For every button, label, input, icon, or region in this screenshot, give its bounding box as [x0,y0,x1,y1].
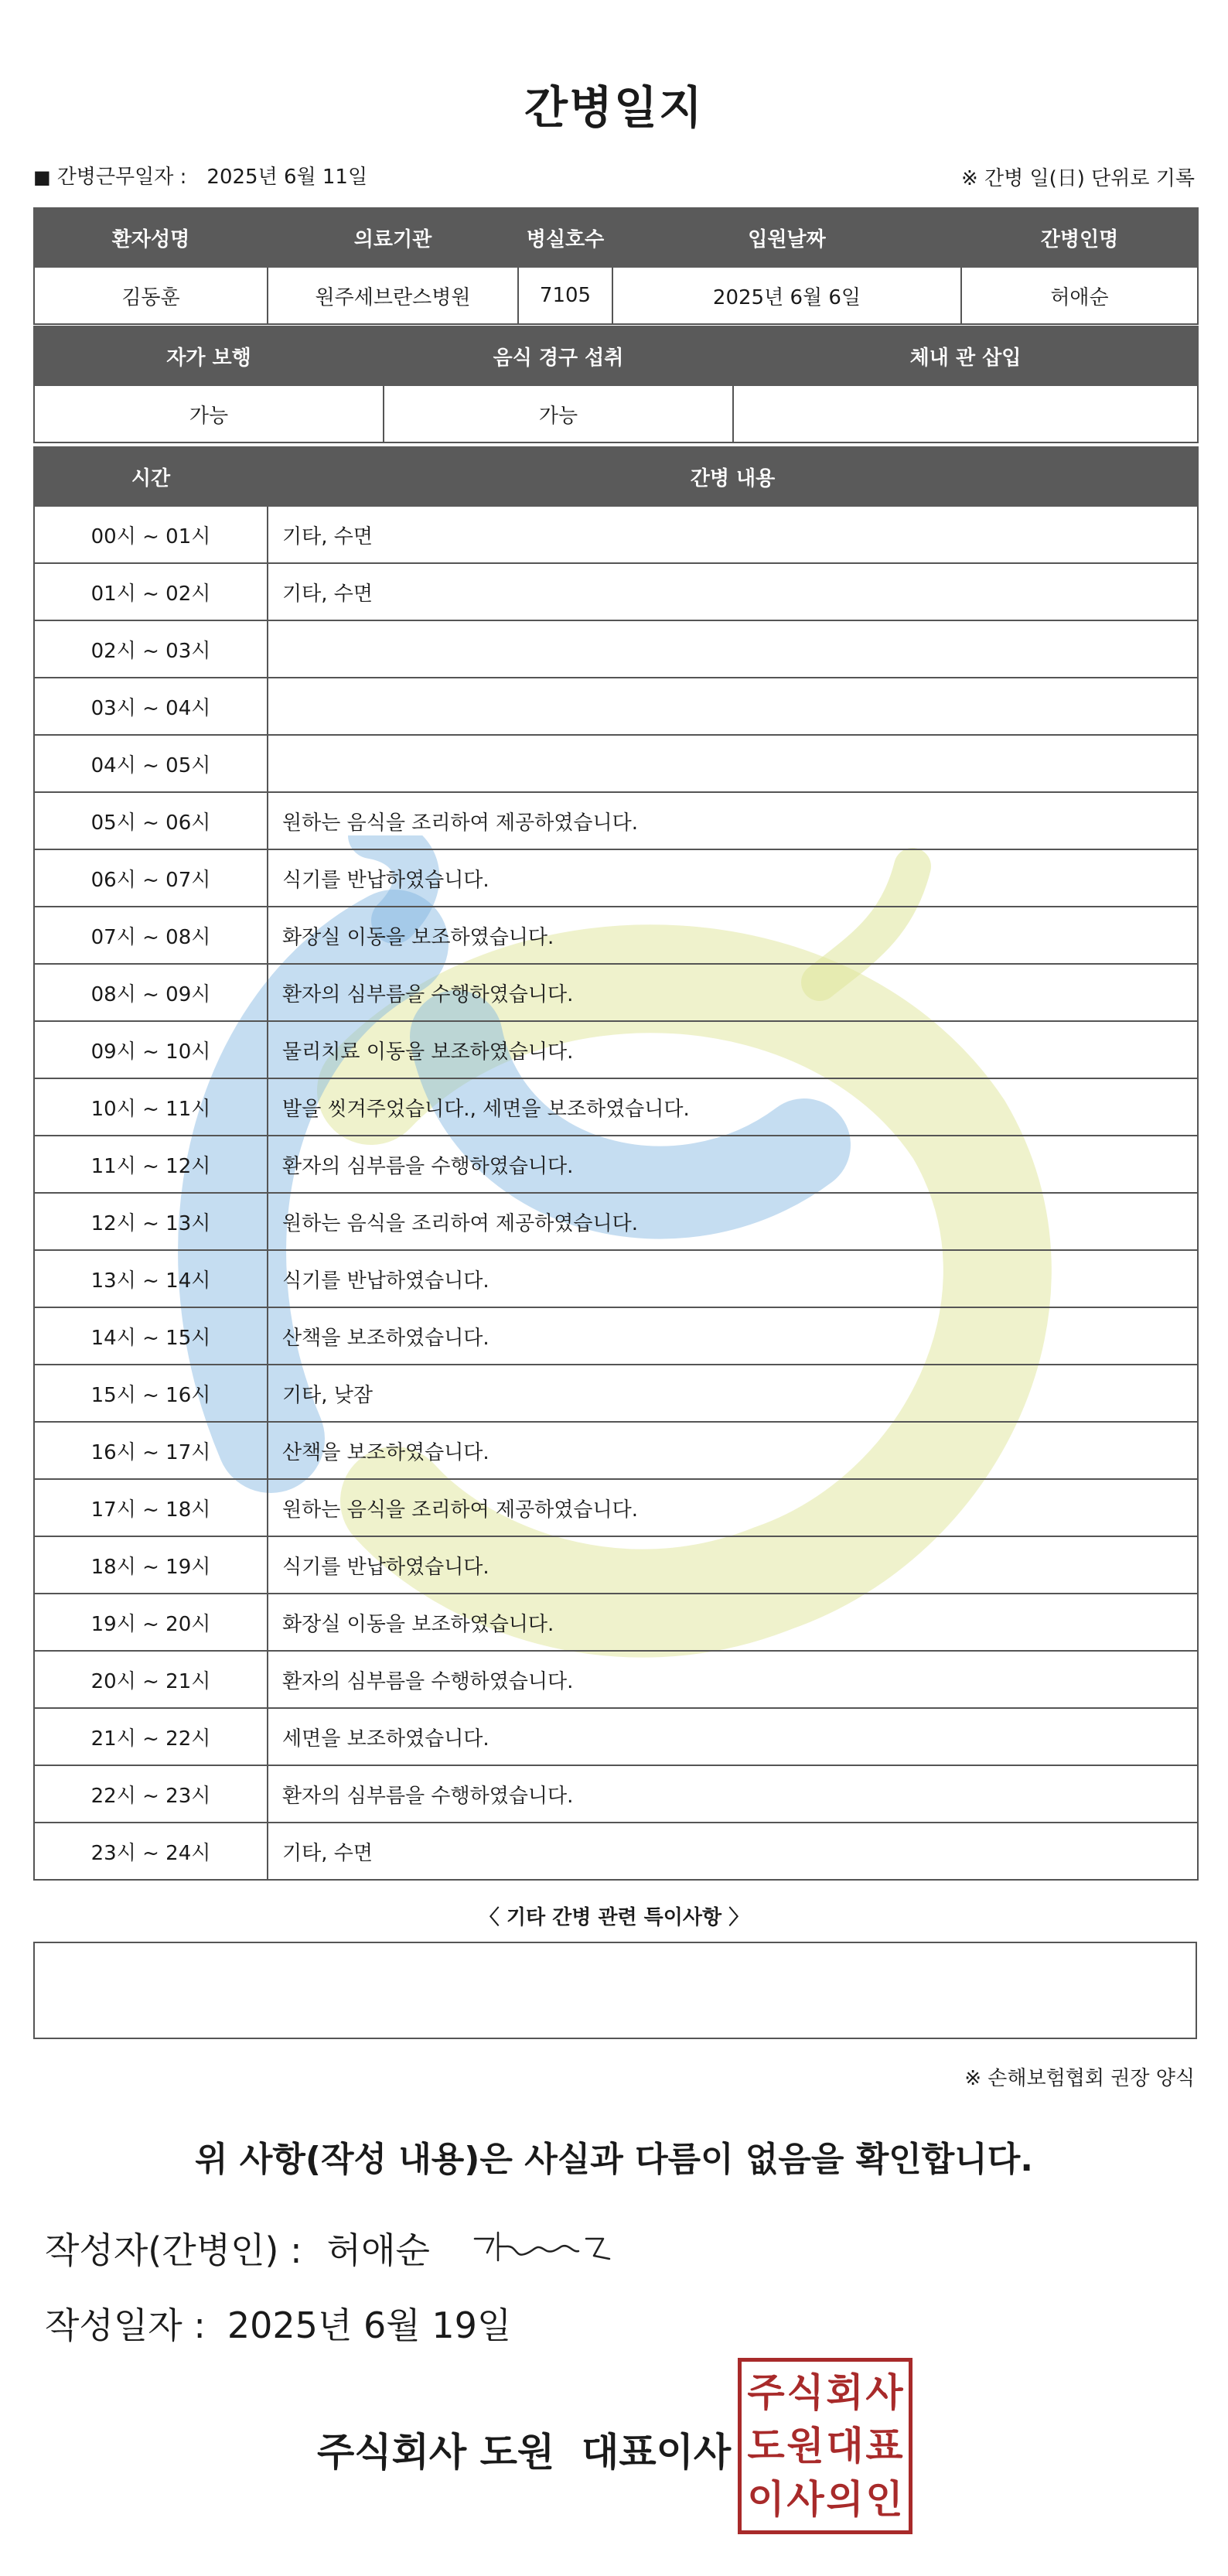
care-content: 원하는 음식을 조리하여 제공하였습니다. [268,1479,1198,1536]
care-content [268,678,1198,735]
time-slot: 06시 ~ 07시 [34,849,268,907]
care-content: 환자의 심부름을 수행하였습니다. [268,964,1198,1021]
time-slot: 19시 ~ 20시 [34,1594,268,1651]
care-content: 기타, 수면 [268,563,1198,620]
care-content: 환자의 심부름을 수행하였습니다. [268,1765,1198,1823]
time-slot: 03시 ~ 04시 [34,678,268,735]
header-admission-date: 입원날짜 [612,208,961,267]
company-representative: 주식회사 도원 대표이사 [317,2430,732,2475]
time-slot: 18시 ~ 19시 [34,1536,268,1594]
care-log-header [34,447,1198,506]
written-date-line [45,2298,511,2349]
record-unit-note: ※ 간병 일(日) 단위로 기록 [960,167,1195,190]
work-date-label: 간병근무일자 [56,166,174,189]
care-content [268,735,1198,792]
self-walking-value: 가능 [34,385,384,442]
care-content: 화장실 이동을 보조하였습니다. [268,907,1198,964]
time-slot: 04시 ~ 05시 [34,735,268,792]
table-row [34,506,1198,563]
care-content [268,620,1198,678]
patient-status-table [33,326,1199,443]
admission-date: 2025년 6월 6일 [612,267,961,324]
header-time: 시간 [34,447,268,506]
table-row [34,792,1198,849]
time-slot: 09시 ~ 10시 [34,1021,268,1078]
time-slot: 07시 ~ 08시 [34,907,268,964]
seal-char: 식 [786,2370,824,2416]
table-row [34,907,1198,964]
oral-intake-value: 가능 [384,385,733,442]
patient-info-table [33,207,1199,325]
care-content: 산책을 보조하였습니다. [268,1307,1198,1365]
table-row [34,1536,1198,1594]
handwritten-signature [470,2222,617,2276]
time-slot: 01시 ~ 02시 [34,563,268,620]
care-content: 식기를 반납하였습니다. [268,1536,1198,1594]
table-row [34,964,1198,1021]
care-content: 세면을 보조하였습니다. [268,1708,1198,1765]
table-row [34,1823,1198,1880]
writer-label: 작성자(간병인) : [45,2229,302,2271]
header-patient-name: 환자성명 [34,208,268,267]
seal-char: 도 [747,2423,785,2468]
table-row [34,1250,1198,1307]
time-slot: 13시 ~ 14시 [34,1250,268,1307]
table-row [34,1479,1198,1536]
time-slot: 23시 ~ 24시 [34,1823,268,1880]
written-date-value: 2025년 6월 19일 [227,2304,512,2346]
tube-insertion-value [733,385,1198,442]
header-oral-intake: 음식 경구 섭취 [384,326,733,385]
care-content: 환자의 심부름을 수행하였습니다. [268,1651,1198,1708]
time-slot: 21시 ~ 22시 [34,1708,268,1765]
care-content: 발을 씻겨주었습니다., 세면을 보조하였습니다. [268,1078,1198,1136]
writer-line [45,2222,430,2274]
seal-char: 대 [826,2423,864,2468]
care-log-table [33,446,1199,1881]
care-content: 기타, 수면 [268,506,1198,563]
time-slot: 20시 ~ 21시 [34,1651,268,1708]
table-row [34,735,1198,792]
patient-status-header [34,326,1198,385]
table-row [34,1307,1198,1365]
time-slot: 00시 ~ 01시 [34,506,268,563]
table-row [34,1078,1198,1136]
care-content: 환자의 심부름을 수행하였습니다. [268,1136,1198,1193]
care-content: 식기를 반납하였습니다. [268,849,1198,907]
page-title: 간병일지 [524,81,704,134]
company-seal-stamp [738,2358,912,2534]
table-row [34,563,1198,620]
seal-char: 사 [786,2476,824,2522]
table-row [34,1651,1198,1708]
table-row [34,849,1198,907]
special-notes-box [33,1942,1197,2039]
time-slot: 22시 ~ 23시 [34,1765,268,1823]
table-row [34,1765,1198,1823]
hospital-name: 원주세브란스병원 [268,267,518,324]
table-row [34,1708,1198,1765]
time-slot: 11시 ~ 12시 [34,1136,268,1193]
time-slot: 17시 ~ 18시 [34,1479,268,1536]
header-tube-insertion: 체내 관 삽입 [733,326,1198,385]
time-slot: 08시 ~ 09시 [34,964,268,1021]
care-content: 기타, 낮잠 [268,1365,1198,1422]
seal-char: 인 [865,2476,903,2522]
seal-char: 주 [747,2370,785,2416]
table-row [34,620,1198,678]
special-notes-title: 〈 기타 간병 관련 특이사항 〉 [479,1906,749,1929]
header-caregiver-name: 간병인명 [961,208,1198,267]
writer-name: 허애순 [326,2229,430,2271]
work-date-value: 2025년 6월 11일 [206,166,368,189]
seal-char: 회 [826,2370,864,2416]
caregiver-name: 허애순 [961,267,1198,324]
seal-char: 표 [865,2423,903,2468]
time-slot: 16시 ~ 17시 [34,1422,268,1479]
table-row [34,1594,1198,1651]
confirmation-statement: 위 사항(작성 내용)은 사실과 다름이 없음을 확인합니다. [195,2140,1033,2179]
care-content: 물리치료 이동을 보조하였습니다. [268,1021,1198,1078]
patient-info-row [34,267,1198,324]
patient-status-row [34,385,1198,442]
table-row [34,1021,1198,1078]
seal-char: 사 [865,2370,903,2416]
patient-info-header [34,208,1198,267]
care-content: 산책을 보조하였습니다. [268,1422,1198,1479]
care-content: 화장실 이동을 보조하였습니다. [268,1594,1198,1651]
table-row [34,678,1198,735]
header-self-walking: 자가 보행 [34,326,384,385]
time-slot: 14시 ~ 15시 [34,1307,268,1365]
room-number: 7105 [518,267,612,324]
patient-name: 김동훈 [34,267,268,324]
care-content: 원하는 음식을 조리하여 제공하였습니다. [268,792,1198,849]
seal-char: 원 [786,2423,824,2468]
time-slot: 02시 ~ 03시 [34,620,268,678]
table-row [34,1365,1198,1422]
seal-char: 의 [826,2476,864,2522]
care-content: 식기를 반납하였습니다. [268,1250,1198,1307]
time-slot: 12시 ~ 13시 [34,1193,268,1250]
care-content: 원하는 음식을 조리하여 제공하였습니다. [268,1193,1198,1250]
header-hospital: 의료기관 [268,208,518,267]
form-source-note: ※ 손해보험협회 권장 양식 [964,2067,1195,2090]
written-date-label: 작성일자 : [45,2304,206,2346]
header-room: 병실호수 [518,208,612,267]
work-date: ■ 간병근무일자 : 2025년 6월 11일 [33,166,368,189]
square-bullet-icon: ■ [33,166,51,188]
seal-char: 이 [747,2476,785,2522]
time-slot: 15시 ~ 16시 [34,1365,268,1422]
table-row [34,1136,1198,1193]
header-care-content: 간병 내용 [268,447,1198,506]
time-slot: 05시 ~ 06시 [34,792,268,849]
time-slot: 10시 ~ 11시 [34,1078,268,1136]
table-row [34,1193,1198,1250]
care-content: 기타, 수면 [268,1823,1198,1880]
table-row [34,1422,1198,1479]
